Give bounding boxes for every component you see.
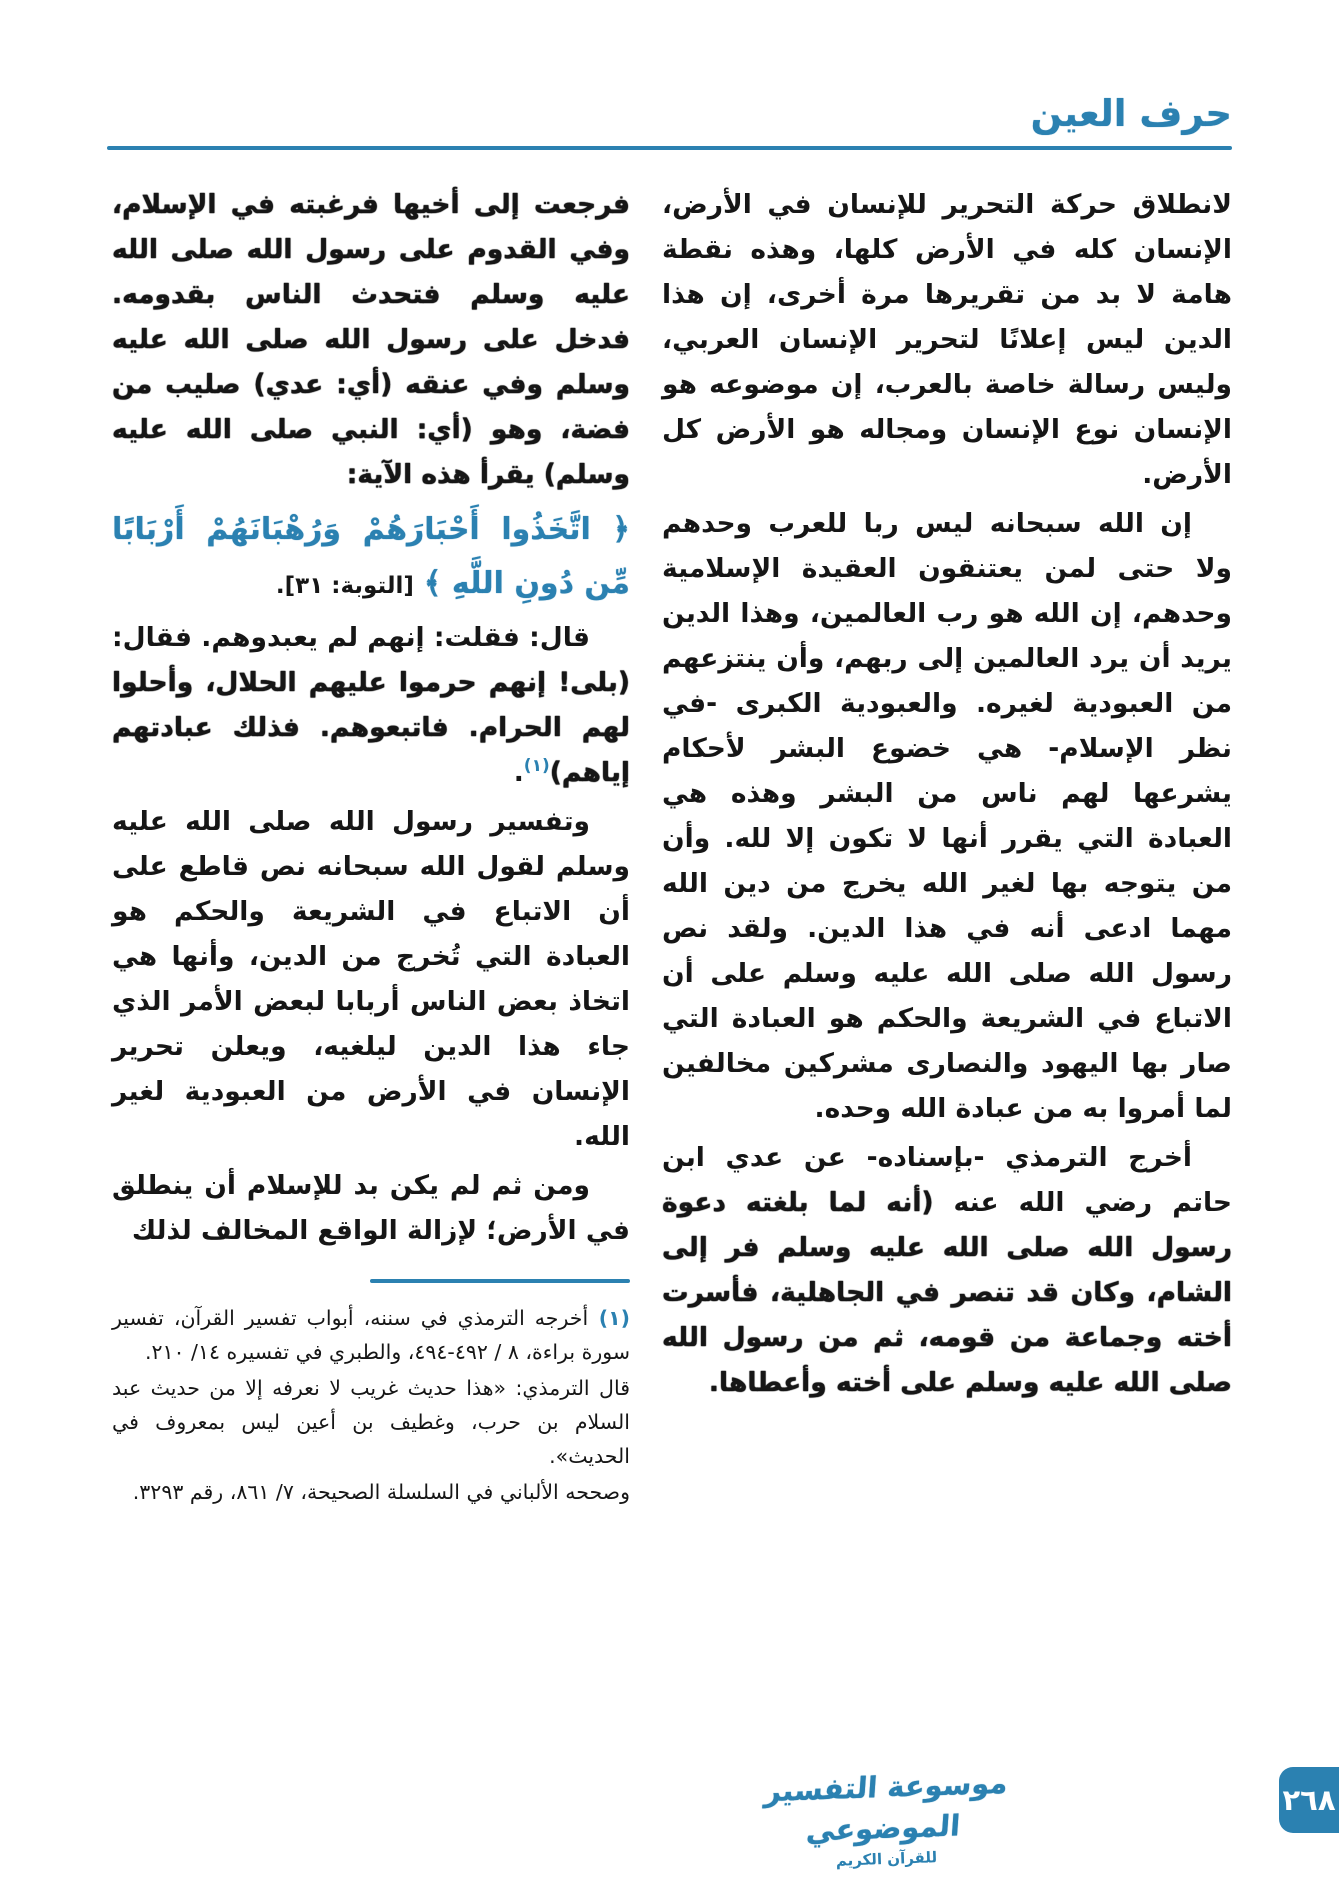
hadith-quote: (أنه لما بلغته دعوة رسول الله صلى الله عليه وسلم فر إلى الشام، وكان قد تنصر في الجاهلية، فأسرت أخته وجماعة من قومه، ثم من رسول الله صلى الله عليه وسلم على أخته وأعطاها. <box>662 1187 1232 1399</box>
paragraph: لانطلاق حركة التحرير للإنسان في الأرض، الإنسان كله في الأرض كلها، وهذه نقطة هامة لا بد من تقريرها مرة أخرى، إن هذا الدين ليس إعلانًا لتحرير الإنسان العربي، وليس رسالة خاصة بالعرب، إن موضوعه هو الإنسان نوع الإنسان ومجاله هو الأرض كل الأرض. <box>662 189 1232 491</box>
footnote-separator <box>370 1279 630 1283</box>
quran-verse <box>112 503 630 613</box>
publisher-stamp <box>733 1762 1036 1874</box>
page-header <box>0 0 1339 150</box>
paragraph <box>662 1135 1232 1405</box>
footnote-item: قال الترمذي: «هذا حديث غريب لا نعرفه إلا من حديث عبد السلام بن حرب، وغطيف بن أعين ليس بمعروف في الحديث». <box>112 1376 630 1469</box>
paragraph: وتفسير رسول الله صلى الله عليه وسلم لقول الله سبحانه نص قاطع على أن الاتباع في الشريعة والحكم هو العبادة التي تُخرج من الدين، وأنها هي اتخاذ بعض الناس أربابا لبعض الأمر الذي جاء هذا الدين ليلغيه، ويعلن تحرير الإنسان في الأرض من العبودية لغير الله. <box>112 806 630 1153</box>
stamp-subtitle: للقرآن الكريم <box>835 1848 938 1870</box>
header-rule <box>107 146 1232 150</box>
stamp-title: موسوعة التفسير الموضوعي <box>763 1765 1009 1848</box>
footnote-block <box>112 1279 630 1509</box>
footnote-item: وصححه الألباني في السلسلة الصحيحة، ٧/ ٨٦١، رقم ٣٢٩٣. <box>132 1480 630 1505</box>
paragraph: ومن ثم لم يكن بد للإسلام أن ينطلق في الأرض؛ لإزالة الواقع المخالف لذلك <box>112 1170 630 1247</box>
footnote-item <box>112 1301 630 1369</box>
column-left <box>112 182 630 1511</box>
column-right <box>662 182 1232 1409</box>
verse-reference: [التوبة: ٣١]. <box>275 573 414 600</box>
paragraph <box>112 615 630 795</box>
footnote-reference: (١) <box>523 756 550 777</box>
page-body <box>112 182 1232 1511</box>
page-number-badge: ٢٦٨ <box>1279 1767 1339 1833</box>
footnote-text: أخرجه الترمذي في سننه، أبواب تفسير القرآن، تفسير سورة براءة، ٨ / ٤٩٢-٤٩٤، والطبري في تفسيره ١٤/ ٢١٠. <box>112 1306 630 1365</box>
footnote-number: (١) <box>588 1306 630 1331</box>
chapter-title: حرف العين <box>1030 92 1232 135</box>
sentence-end: . <box>513 757 524 789</box>
quran-verse-text: ﴿ اتَّخَذُوا أَحْبَارَهُمْ وَرُهْبَانَهُمْ أَرْبَابًا مِّن دُونِ اللَّهِ ﴾ <box>112 512 630 602</box>
dialogue-intro: قال: فقلت: إنهم لم يعبدوهم. فقال: <box>112 622 590 654</box>
paragraph: فرجعت إلى أخيها فرغبته في الإسلام، وفي القدوم على رسول الله صلى الله عليه وسلم فتحدث الناس بقدومه. فدخل على رسول الله صلى الله عليه وسلم وفي عنقه (أي: عدي) صليب من فضة، وهو (أي: النبي صلى الله عليه وسلم) يقرأ هذه الآية: <box>112 189 630 491</box>
paragraph: إن الله سبحانه ليس ربا للعرب وحدهم ولا حتى لمن يعتنقون العقيدة الإسلامية وحدهم، إن الله هو رب العالمين، وهذا الدين يريد أن يرد العالمين إلى ربهم، وأن ينتزعهم من العبودية لغيره. والعبودية الكبرى -في نظر الإسلام- هي خضوع البشر لأحكام يشرعها لهم ناس من البشر وهذه هي العبادة التي يقرر أنها لا تكون إلا لله. وأن من يتوجه بها لغير الله يخرج من دين الله مهما ادعى أنه في هذا الدين. ولقد نص رسول الله صلى الله عليه وسلم على أن الاتباع في الشريعة والحكم هو العبادة التي صار بها اليهود والنصارى مشركين مخالفين لما أمروا به من عبادة الله وحده. <box>662 508 1232 1125</box>
hadith-intro: أخرج الترمذي -بإسناده- عن عدي ابن حاتم رضي الله عنه <box>662 1142 1232 1219</box>
hadith-quote: (بلى! إنهم حرموا عليهم الحلال، وأحلوا لهم الحرام. فاتبعوهم. فذلك عبادتهم إياهم) <box>112 667 630 789</box>
